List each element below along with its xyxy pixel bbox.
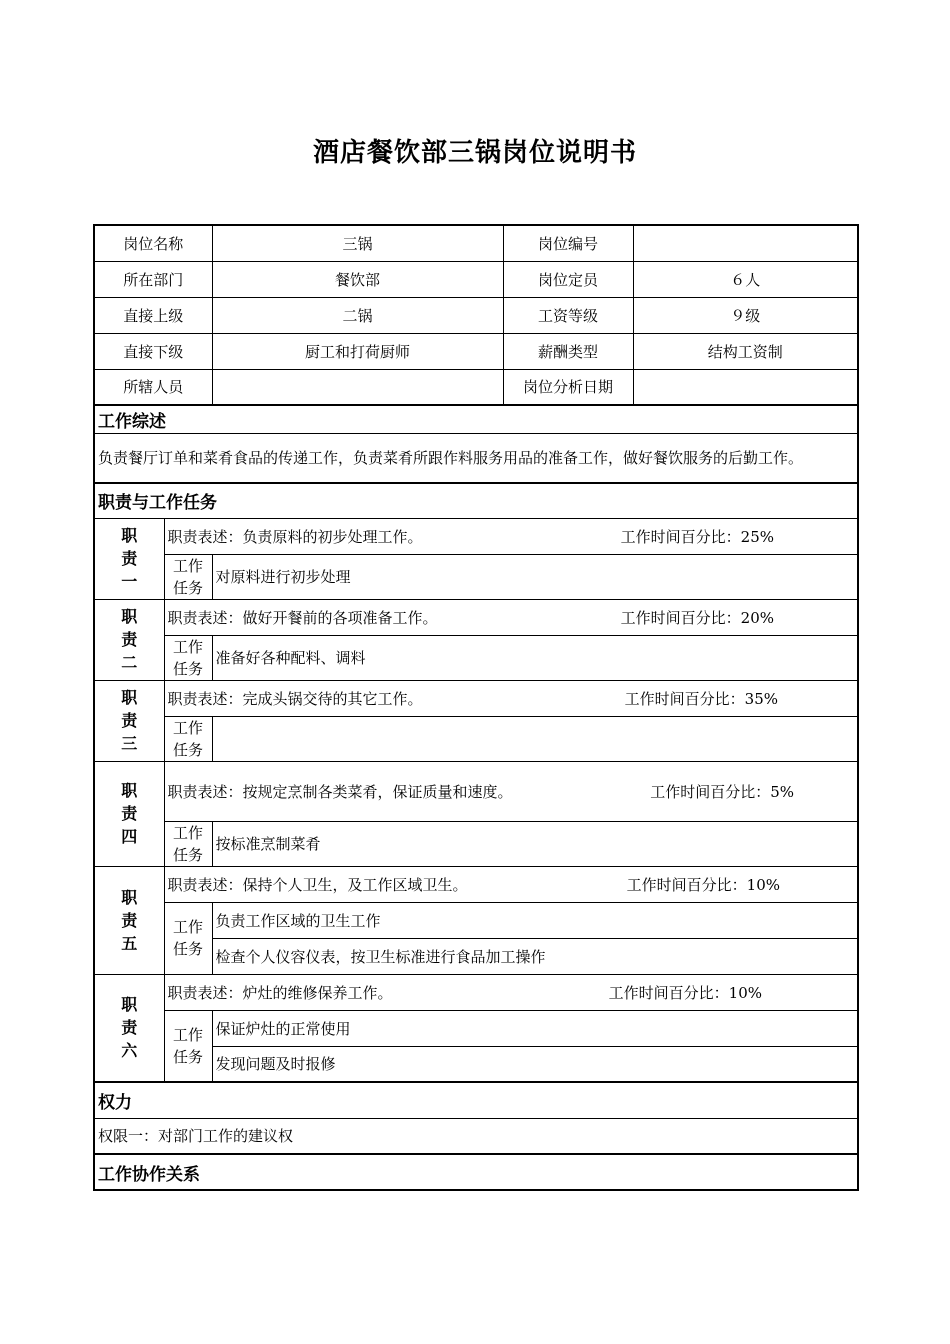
overview-heading: 工作综述 [94,405,858,433]
overview-text: 负责餐厅订单和菜肴食品的传递工作，负责菜肴所跟作料服务用品的准备工作，做好餐饮服务的后勤工作。 [94,433,858,483]
label-superior: 直接上级 [94,297,212,333]
duty-5-label: 职 责 五 [94,866,164,974]
duty-4-task-1: 按标准烹制菜肴 [212,821,858,866]
job-description-table [93,224,859,1191]
duty-4-description: 职责表述：按规定烹制各类菜肴，保证质量和速度。 工作时间百分比：5% [164,761,858,821]
label-subordinate: 直接下级 [94,333,212,369]
duty-5-description: 职责表述：保持个人卫生，及工作区域卫生。 工作时间百分比：10% [164,866,858,902]
duty-4-task-label: 工作 任务 [164,821,212,866]
label-job-name: 岗位名称 [94,225,212,261]
duty-6-task-1: 保证炉灶的正常使用 [212,1010,858,1046]
label-salary-grade: 工资等级 [503,297,633,333]
value-headcount: ６人 [633,261,858,297]
label-pay-type: 薪酬类型 [503,333,633,369]
duty-3-description: 职责表述：完成头锅交待的其它工作。 工作时间百分比：35% [164,680,858,716]
value-job-code [633,225,858,261]
authority-item-1: 权限一：对部门工作的建议权 [94,1118,858,1154]
duty-3-task-1 [212,716,858,761]
value-staff [212,369,503,405]
duty-1-label: 职 责 一 [94,518,164,599]
value-superior: 二锅 [212,297,503,333]
value-department: 餐饮部 [212,261,503,297]
duty-6-task-2: 发现问题及时报修 [212,1046,858,1082]
label-headcount: 岗位定员 [503,261,633,297]
duty-2-task-1: 准备好各种配料、调料 [212,635,858,680]
duty-2-task-label: 工作 任务 [164,635,212,680]
label-staff: 所辖人员 [94,369,212,405]
value-pay-type: 结构工资制 [633,333,858,369]
duty-4-percent: 工作时间百分比：5% [650,782,795,801]
duty-3-task-label: 工作 任务 [164,716,212,761]
value-job-name: 三锅 [212,225,503,261]
duty-6-description: 职责表述：炉灶的维修保养工作。 工作时间百分比：10% [164,974,858,1010]
value-analysis-date [633,369,858,405]
duty-6-label: 职 责 六 [94,974,164,1082]
duty-6-task-label: 工作 任务 [164,1010,212,1082]
duty-4-label: 职 责 四 [94,761,164,866]
duty-2-description: 职责表述：做好开餐前的各项准备工作。 工作时间百分比：20% [164,599,858,635]
duties-heading: 职责与工作任务 [94,483,858,518]
duty-1-percent: 工作时间百分比：25% [620,527,775,546]
label-job-code: 岗位编号 [503,225,633,261]
page-title: 酒店餐饮部三锅岗位说明书 [312,138,637,168]
duty-2-percent: 工作时间百分比：20% [620,608,775,627]
duty-1-task-label: 工作 任务 [164,554,212,599]
value-salary-grade: ９级 [633,297,858,333]
cooperation-heading: 工作协作关系 [94,1154,858,1190]
duty-5-task-2: 检查个人仪容仪表，按卫生标准进行食品加工操作 [212,938,858,974]
duty-3-label: 职 责 三 [94,680,164,761]
duty-1-description: 职责表述：负责原料的初步处理工作。 工作时间百分比：25% [164,518,858,554]
duty-3-percent: 工作时间百分比：35% [624,689,779,708]
value-subordinate: 厨工和打荷厨师 [212,333,503,369]
duty-2-label: 职 责 二 [94,599,164,680]
label-analysis-date: 岗位分析日期 [503,369,633,405]
duty-1-task-1: 对原料进行初步处理 [212,554,858,599]
duty-6-percent: 工作时间百分比：10% [608,983,763,1002]
duty-5-task-label: 工作 任务 [164,902,212,974]
authority-heading: 权力 [94,1082,858,1118]
label-department: 所在部门 [94,261,212,297]
duty-5-task-1: 负责工作区域的卫生工作 [212,902,858,938]
duty-5-percent: 工作时间百分比：10% [626,875,781,894]
